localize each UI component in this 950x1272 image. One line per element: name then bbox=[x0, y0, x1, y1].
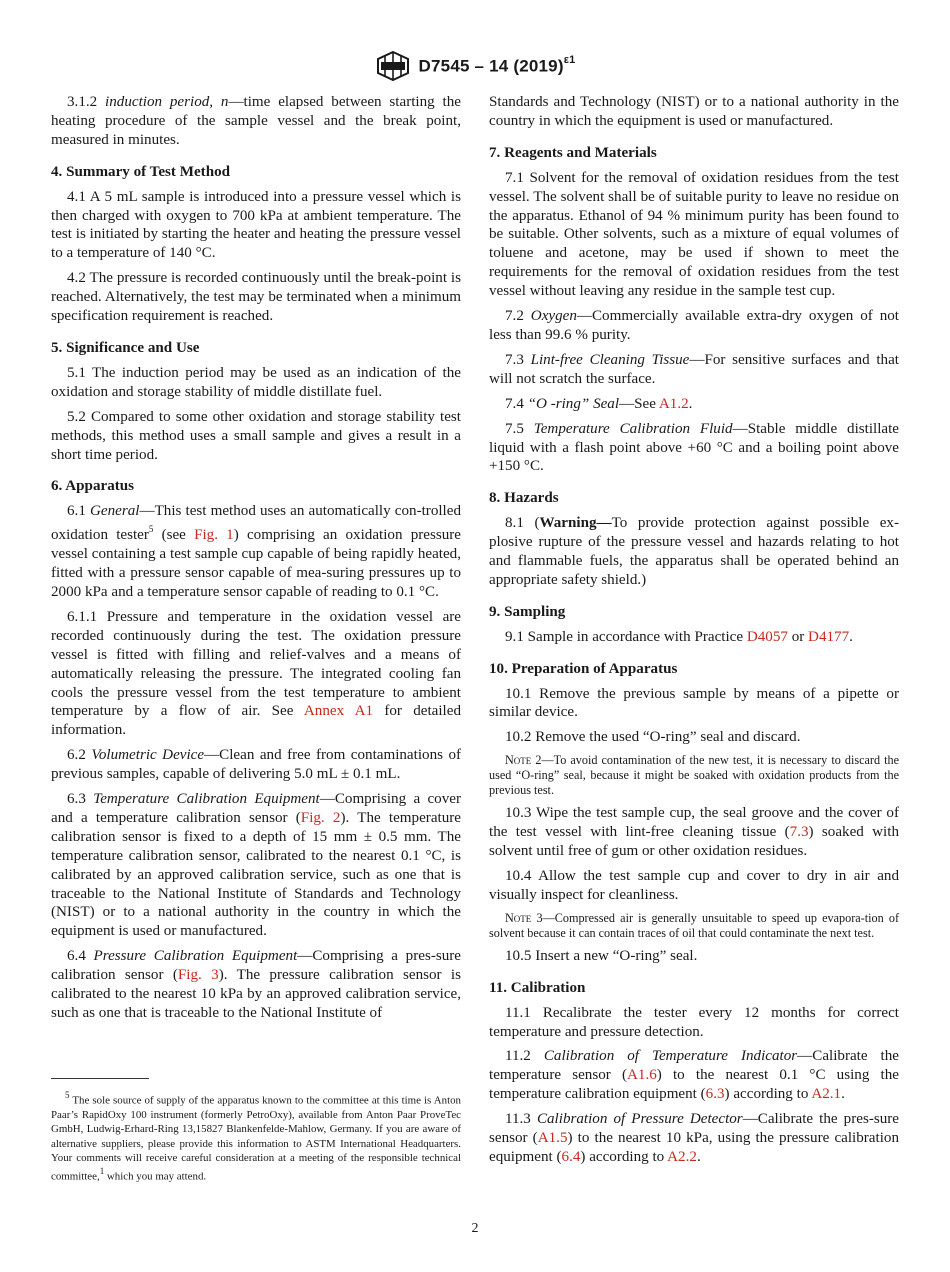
designation-superscript: ε1 bbox=[563, 53, 576, 66]
para-7-4: 7.4 “O -ring” Seal—See A1.2. bbox=[505, 395, 693, 412]
para-11-2: 11.2 Calibration of Temperature Indicator—Calibrate the temperature sensor (A1.6) to the nearest 0.1 °C using the temperature calibration equipment (6.3) according to A2.1. bbox=[489, 1048, 899, 1103]
para-7-2: 7.2 Oxygen—Commercially available extra-dry oxygen of not less than 99.6 % purity. bbox=[489, 308, 900, 343]
para-6-4-continued: Standards and Technology (NIST) or to a national authority in the country in which the equipment is used or manufactured. bbox=[489, 94, 899, 129]
para-6-4: 6.4 Pressure Calibration Equipment—Comprising a pres-sure calibration sensor (Fig. 3). The pressure calibration sensor is calibrated to the nearest 10 kPa by an approved calibration service, such as one that is traceable to the National Institute of bbox=[51, 948, 461, 1021]
footnote-5: $^5$ The sole source of supply of the apparatus known to the committee at this time is Anton Paar’s RapidOxy 100 instrument (formerly PetroOxy), available from Anton Paar ProveTec GmbH, Ludwig-Erhard-Ring 13,15827 Blankenfelde-Mahlow, Germany. If you are aware of alternative suppliers, please provide this information to ASTM International Headquarters. Your comments will receive careful consideration at a meeting of the responsible technical committee,$^1$ which you may attend. bbox=[51, 1090, 461, 1183]
para-10-2: 10.2 Remove the used “O-ring” seal and discard. bbox=[505, 729, 801, 746]
footnote-divider bbox=[51, 1078, 149, 1079]
document-designation: D7545 – 14 $(2019)^{\varepsilon 1}$ bbox=[418, 53, 576, 76]
note-2: Note 2—To avoid contamination of the new test, it is necessary to discard the used “O-ring” seal, because it might be soaked with oxidation products from the previous test. bbox=[489, 753, 899, 798]
link-d4177[interactable]: D4177 bbox=[808, 628, 850, 645]
para-5-2: 5.2 Compared to some other oxidation and storage stability test methods, this method uses a small sample and gives a result in a short time period. bbox=[51, 408, 461, 463]
link-a1-5[interactable]: A1.5 bbox=[537, 1130, 568, 1147]
para-10-1: 10.1 Remove the previous sample by means of a pipette or similar device. bbox=[489, 685, 899, 721]
para-7-5: 7.5 Temperature Calibration Fluid—Stable middle distillate liquid with a flash point above +60 °C and a boiling point above +150 °C. bbox=[489, 420, 900, 475]
link-7-3[interactable]: 7.3 bbox=[789, 824, 809, 841]
para-11-3: 11.3 Calibration of Pressure Detector—Calibrate the pres-sure sensor (A1.5) to the nearest 10 kPa, using the pressure calibration equipment (6.4) according to A2.2. bbox=[489, 1111, 899, 1165]
para-4-1: 4.1 A 5 mL sample is introduced into a pressure vessel which is then charged with oxygen to 700 kPa at ambient temperature. The test is initiated by starting the heater and heating the pressure vessel to a temperature of 140 °C. bbox=[51, 188, 461, 262]
para-10-4: 10.4 Allow the test sample cup and cover to dry in air and visually inspect for cleanliness. bbox=[489, 868, 899, 903]
link-6-3[interactable]: 6.3 bbox=[705, 1086, 725, 1103]
link-6-4[interactable]: 6.4 bbox=[561, 1148, 581, 1165]
link-a1-6[interactable]: A1.6 bbox=[627, 1067, 657, 1084]
link-fig-2[interactable]: Fig. 2 bbox=[300, 809, 341, 826]
para-6-1-1: 6.1.1 Pressure and temperature in the oxidation vessel are recorded continuously during the test. The oxidation pressure vessel is fitted with filling and relief-valves and a means of automatically releasing the pressure. The integrated cooling fan cools the pressure vessel from the test temperature to ambient temperature by a flow of air. See Annex A1 for detailed information. bbox=[51, 608, 461, 739]
right-column bbox=[489, 93, 899, 1173]
left-column bbox=[51, 93, 461, 1029]
section-8-title: 8. Hazards bbox=[489, 490, 559, 507]
link-annex-a1[interactable]: Annex A1 bbox=[303, 703, 374, 720]
section-5-title: 5. Significance and Use bbox=[51, 339, 200, 356]
para-6-1: 6.1 General—This test method uses an automatically con-trolled oxidation tester$^5$ (see Fig. 1) comprising an oxidation pressure vessel containing a test sample cup capable of being rapidly heated, fitted with a pressure sensor capable of mea-suring pressures up to 2000 kPa and a temperature sensor capable of reading to 0.1 °C. bbox=[51, 503, 461, 600]
link-a2-1[interactable]: A2.1 bbox=[811, 1086, 842, 1103]
astm-logo-icon bbox=[375, 51, 411, 81]
para-10-5: 10.5 Insert a new “O-ring” seal. bbox=[505, 947, 698, 964]
note-3: Note 3—Compressed air is generally unsuitable to speed up evapora-tion of solvent because it can contain traces of oil that could contaminate the next test. bbox=[489, 910, 900, 940]
link-a1-2[interactable]: A1.2 bbox=[658, 395, 689, 412]
link-fig-3[interactable]: Fig. 3 bbox=[177, 967, 219, 984]
para-3-1-2: 3.1.2 induction period, n—time elapsed between starting the heating procedure of the sample vessel and the break point, measured in minutes. bbox=[51, 94, 461, 148]
section-4-title: 4. Summary of Test Method bbox=[51, 163, 231, 180]
section-11-title: 11. Calibration bbox=[489, 979, 586, 996]
para-10-3: 10.3 Wipe the test sample cup, the seal groove and the cover of the test vessel with lint-free cleaning tissue (7.3) soaked with solvent until free of gum or other oxidation residues. bbox=[489, 805, 899, 860]
para-7-1: 7.1 Solvent for the removal of oxidation residues from the test vessel. The solvent shall be of suitable purity to leave no residue on the apparatus. Ethanol of 94 % minimum purity has been found to be suitable. Other solvents, such as a mixture of equal volumes of toluene and acetone, may be used if shown to meet the requirements for the removal of oxidation residues from the test vessel without leaving any residue in the sample test cup. bbox=[489, 169, 899, 300]
section-6-title: 6. Apparatus bbox=[51, 478, 135, 495]
para-9-1: 9.1 Sample in accordance with Practice D4057 or D4177. bbox=[505, 628, 853, 645]
section-10-title: 10. Preparation of Apparatus bbox=[489, 660, 678, 677]
footnote-ref-5: 5 bbox=[148, 524, 154, 535]
section-7-title: 7. Reagents and Materials bbox=[489, 144, 657, 161]
para-7-3: 7.3 Lint-free Cleaning Tissue—For sensitive surfaces and that will not scratch the surface. bbox=[489, 351, 899, 387]
para-6-2: 6.2 Volumetric Device—Clean and free from contaminations of previous samples, capable of delivering 5.0 mL ± 0.1 mL. bbox=[51, 747, 462, 783]
link-a2-2[interactable]: A2.2 bbox=[667, 1148, 697, 1165]
page-number: 2 bbox=[471, 1221, 479, 1236]
link-fig-1[interactable]: Fig. 1 bbox=[194, 527, 234, 544]
page-header bbox=[0, 50, 950, 82]
para-4-2: 4.2 The pressure is recorded continuously until the break-point is reached. Alternatively, the test may be terminated when a minimum specification requirement is reached. bbox=[51, 270, 461, 325]
para-11-1: 11.1 Recalibrate the tester every 12 months for correct temperature and pressure detection. bbox=[489, 1004, 899, 1040]
section-9-title: 9. Sampling bbox=[489, 603, 566, 620]
link-d4057[interactable]: D4057 bbox=[746, 628, 788, 645]
para-8-1: 8.1 (Warning—To provide protection against possible ex-plosive rupture of the pressure vessel and hazards relating to hot and flammable fuels, the apparatus shall be operated behind an appropriate safety shield.) bbox=[489, 515, 899, 588]
para-5-1: 5.1 The induction period may be used as an indication of the oxidation and storage stability of middle distillate fuel. bbox=[51, 364, 461, 400]
para-6-3: 6.3 Temperature Calibration Equipment—Comprising a cover and a temperature calibration sensor (Fig. 2). The temperature calibration sensor is fixed to a depth of 15 mm ± 0.5 mm. The temperature calibration sensor, calibrated to the nearest 0.1 °C, is calibrated by an approved calibration service, such as one that is traceable to the National Institute of Standards and Technology (NIST) or to a national authority in the country in which the equipment is used or manufactured. bbox=[51, 791, 461, 940]
